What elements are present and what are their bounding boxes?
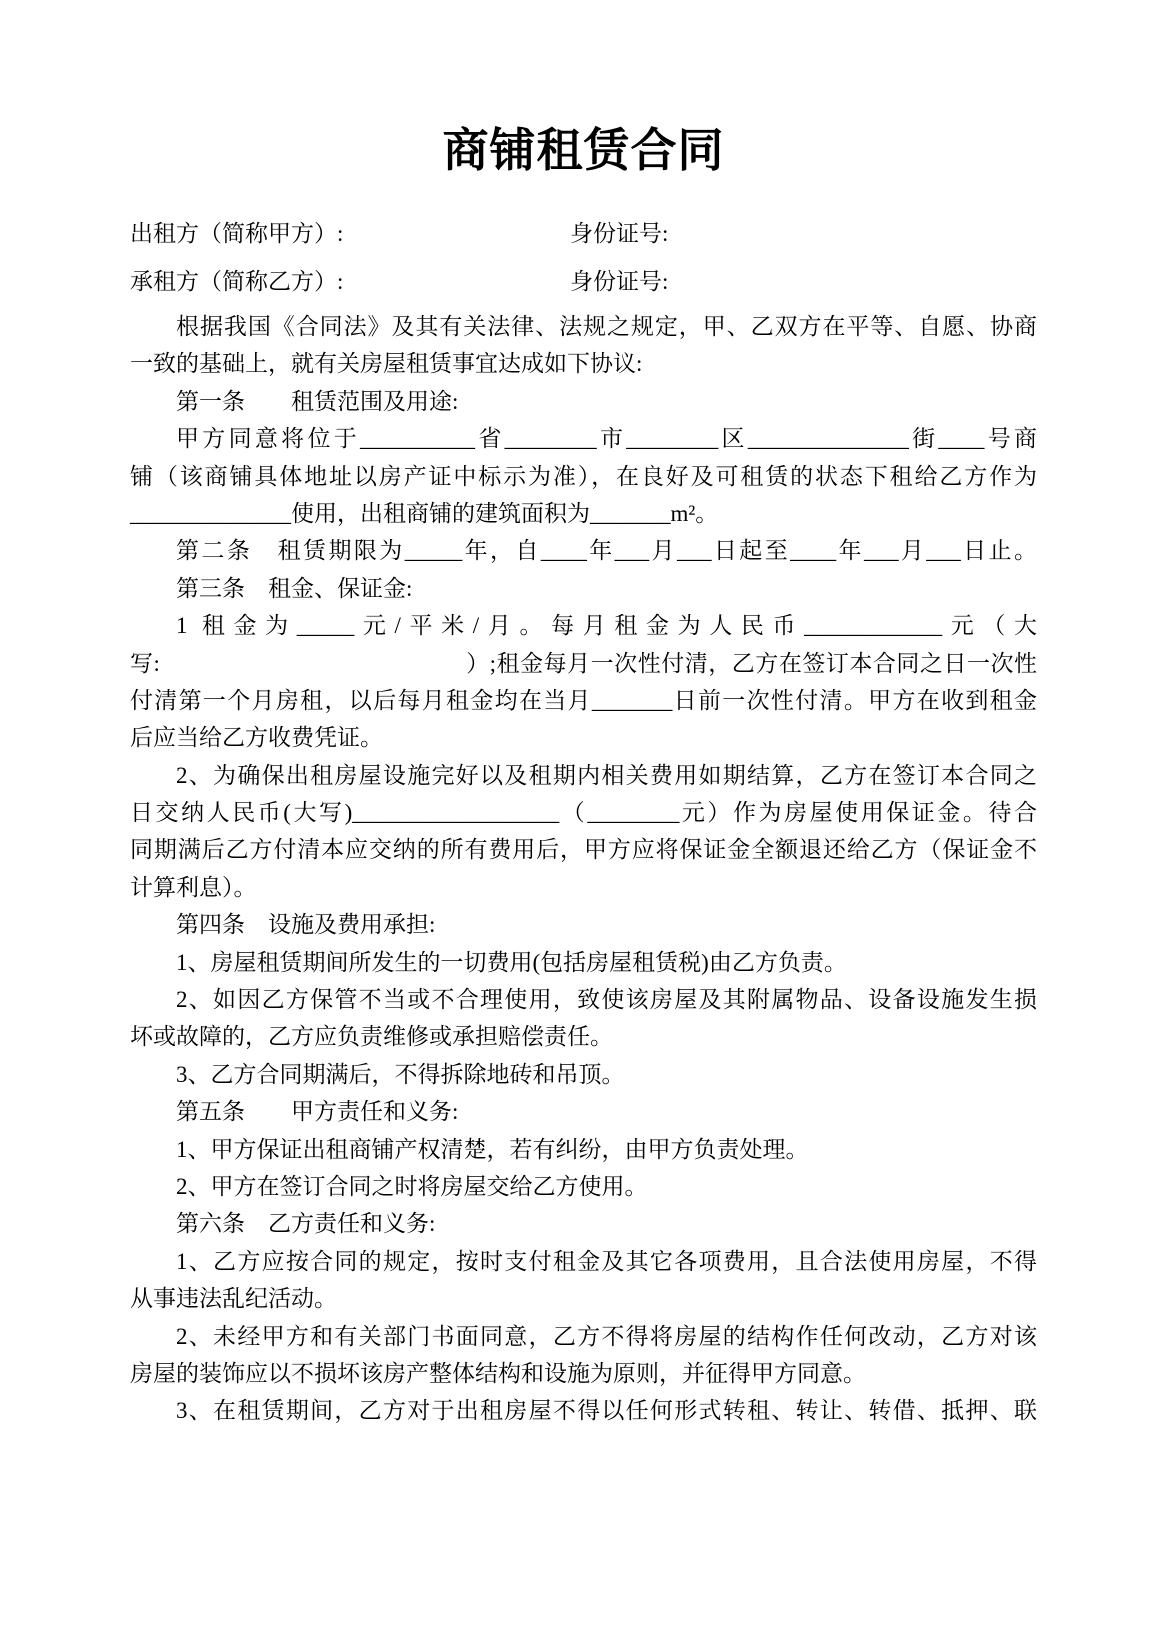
article-5-item-1: 1、甲方保证出租商铺产权清楚，若有纠纷，由甲方负责处理。 (176, 1136, 809, 1162)
parties-block (130, 210, 1037, 306)
article-6-item-2-line-2: 房屋的装饰应以不损坏该房产整体结构和设施为原则，并征得甲方同意。 (130, 1360, 866, 1386)
article-3-item-2-line-4: 计算利息）。 (130, 874, 257, 900)
article-4-item-1: 1、房屋租赁期间所发生的一切费用(包括房屋租赁税)由乙方负责。 (176, 949, 847, 975)
article-3-item-2-line-3: 同期满后乙方付清本应交纳的所有费用后，甲方应将保证金全额退还给乙方（保证金不 (130, 837, 1037, 863)
article-5-item-2: 2、甲方在签订合同之时将房屋交给乙方使用。 (176, 1173, 648, 1199)
lessor-label: 出租方（简称甲方）: (130, 221, 344, 246)
lessor-id-label: 身份证号: (570, 221, 669, 246)
article-6-item-1-line-2: 从事违法乱纪活动。 (130, 1286, 337, 1312)
contract-title: 商铺租赁合同 (442, 125, 725, 176)
article-4-item-2-line-2: 坏或故障的，乙方应负责维修或承担赔偿责任。 (130, 1024, 613, 1050)
article-6-item-2-line-1: 2、未经甲方和有关部门书面同意，乙方不得将房屋的结构作任何改动，乙方对该 (176, 1323, 1037, 1349)
article-1-line-2: 铺（该商铺具体地址以房产证中标示为准），在良好及可租赁的状态下租给乙方作为 (130, 463, 1037, 489)
article-3-item-1-line-2: 写: ）;租金每月一次性付清，乙方在签订本合同之日一次性 (130, 650, 1037, 676)
article-3-item-1-line-4: 后应当给乙方收费凭证。 (130, 725, 383, 751)
article-3-item-2-line-2: 日交纳人民币(大写)__________________（________元）作为房屋使用保证金。待合 (130, 800, 1037, 826)
preamble-line-2: 一致的基础上，就有关房屋租赁事宜达成如下协议: (130, 351, 643, 377)
lessee-label: 承租方（简称乙方）: (130, 269, 344, 294)
article-2-heading: 第二条 租赁期限为_____年，自____年___月___日起至____年___月___日止。 (176, 538, 1037, 564)
article-5-heading: 第五条 甲方责任和义务: (176, 1099, 459, 1125)
article-3-heading: 第三条 租金、保证金: (176, 575, 413, 601)
article-1-heading: 第一条 租赁范围及用途: (176, 388, 459, 414)
party-row-lessee (130, 258, 1037, 306)
article-4-item-3: 3、乙方合同期满后，不得拆除地砖和吊顶。 (176, 1061, 625, 1087)
article-6-item-3-line-1: 3、在租赁期间，乙方对于出租房屋不得以任何形式转租、转让、转借、抵押、联 (176, 1398, 1037, 1424)
article-6-item-1-line-1: 1、乙方应按合同的规定，按时支付租金及其它各项费用，且合法使用房屋，不得 (176, 1248, 1037, 1274)
article-4-item-2-line-1: 2、如因乙方保管不当或不合理使用，致使该房屋及其附属物品、设备设施发生损 (176, 987, 1037, 1013)
party-row-lessor (130, 210, 1037, 258)
article-3-item-1-line-3: 付清第一个月房租，以后每月租金均在当月_______日前一次性付清。甲方在收到租金 (130, 687, 1037, 713)
preamble-line-1: 根据我国《合同法》及其有关法律、法规之规定，甲、乙双方在平等、自愿、协商 (176, 314, 1037, 339)
article-3-item-1-line-1: 1 租金为_____元/平米/月。每月租金为人民币____________元（大 (176, 613, 1037, 639)
article-4-heading: 第四条 设施及费用承担: (176, 912, 436, 938)
contract-body (130, 308, 1037, 1430)
article-1-line-1: 甲方同意将位于__________省________市________区______________街____号商 (176, 426, 1038, 452)
contract-content (130, 0, 1037, 1430)
article-1-line-3: ______________使用，出租商铺的建筑面积为_______m²。 (130, 500, 719, 526)
lessee-id-label: 身份证号: (570, 269, 669, 294)
article-6-heading: 第六条 乙方责任和义务: (176, 1211, 436, 1237)
article-3-item-2-line-1: 2、为确保出租房屋设施完好以及租期内相关费用如期结算，乙方在签订本合同之 (176, 762, 1037, 788)
